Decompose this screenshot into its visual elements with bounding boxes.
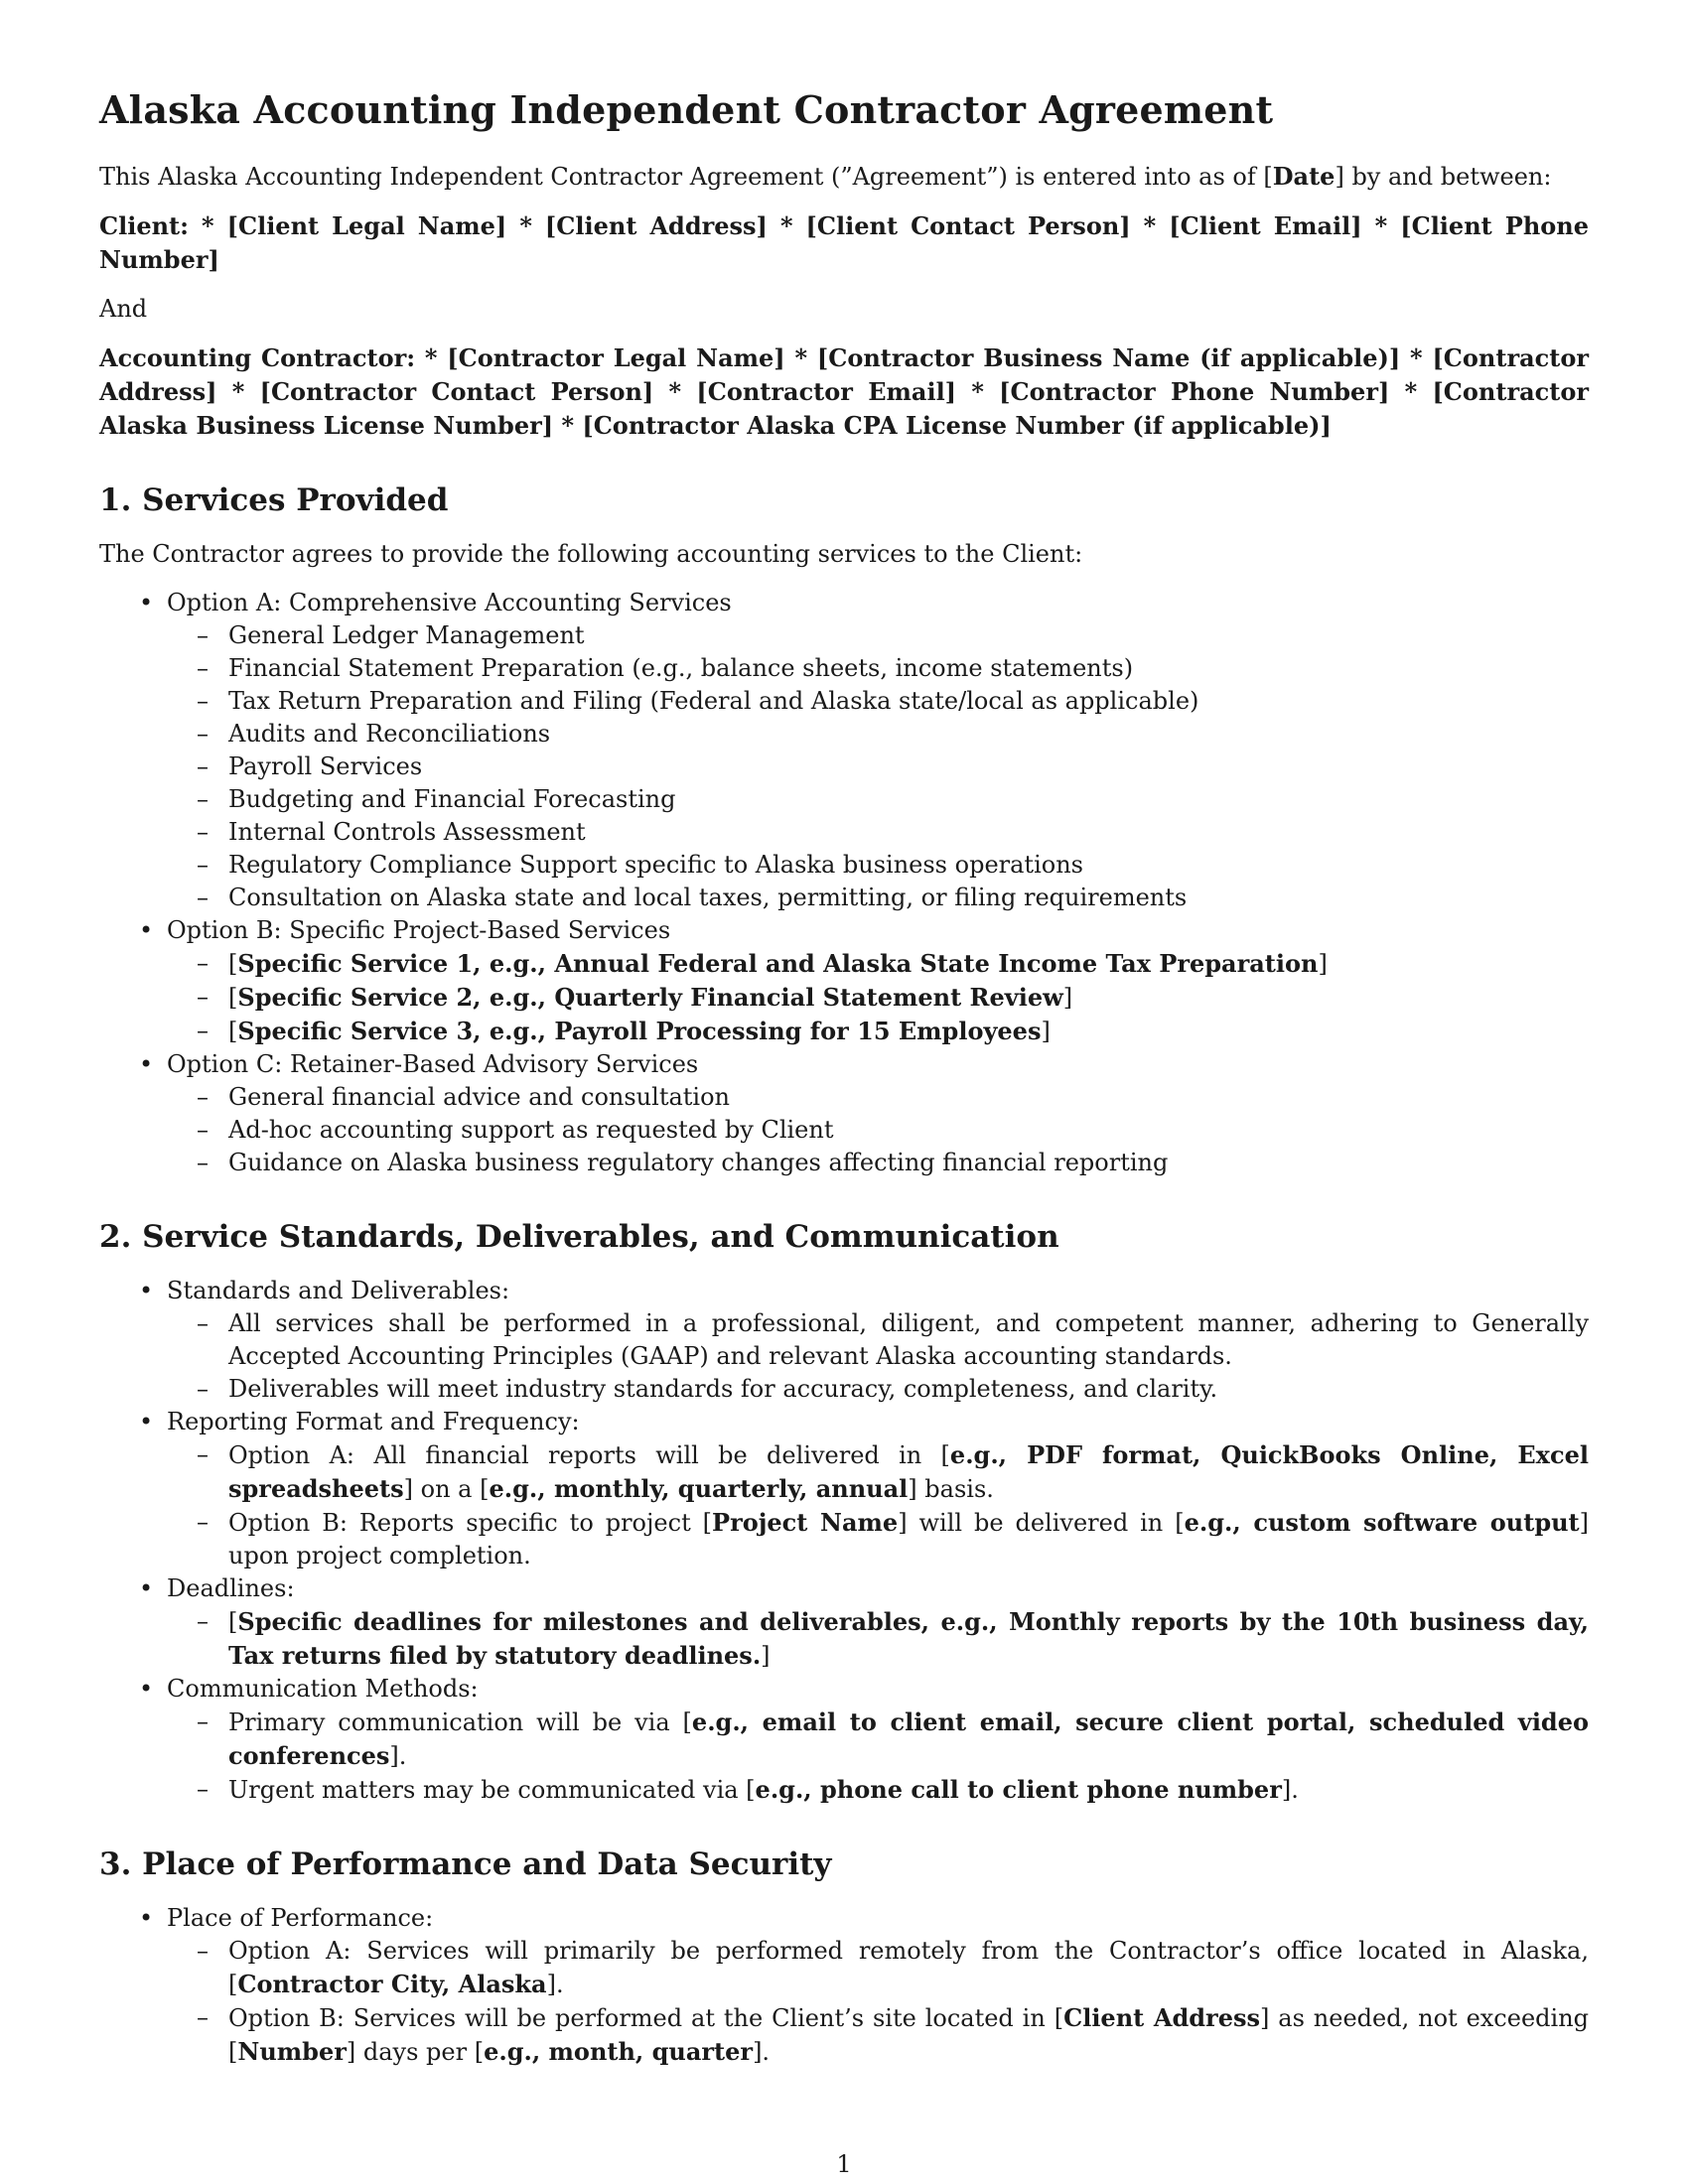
list-item: – Ad-hoc accounting support as requested by Client bbox=[167, 1114, 1589, 1147]
list-item: – Audits and Reconciliations bbox=[167, 718, 1589, 751]
client-block: Client: * [Client Legal Name] * [Client Address] * [Client Contact Person] * [Client Email] * [Client Phone Number] bbox=[99, 211, 1589, 274]
page-number: 1 bbox=[836, 2150, 852, 2178]
list-item: – All services shall be performed in a professional, diligent, and competent manner, adhering to Generally Accepted Accounting Principles (GAAP) and relevant Alaska accounting standards. bbox=[167, 1307, 1589, 1373]
place-of-performance: • Place of Performance: – Option A: Services will primarily be performed remotely from the Contractor’s office located in Alaska, [Contractor City, Alaska]. – Option B: Services will be performed at the Client’s site located in [Client Address] as needed, not exceeding [Number] days per [e.g., month, quarter]. bbox=[99, 1902, 1589, 2069]
list-item: – Guidance on Alaska business regulatory changes affecting financial reporting bbox=[167, 1147, 1589, 1179]
list-item: – Payroll Services bbox=[167, 751, 1589, 783]
list-item: – Financial Statement Preparation (e.g., balance sheets, income statements) bbox=[167, 652, 1589, 685]
list-item: – [Specific Service 3, e.g., Payroll Processing for 15 Employees] bbox=[167, 1015, 1589, 1048]
date-placeholder: Date bbox=[1272, 162, 1336, 191]
list-item: – Regulatory Compliance Support specific to Alaska business operations bbox=[167, 849, 1589, 882]
list-item: – [Specific Service 1, e.g., Annual Federal and Alaska State Income Tax Preparation] bbox=[167, 947, 1589, 981]
list-item: – Option A: Services will primarily be performed remotely from the Contractor’s office located in Alaska, [Contractor City, Alaska]. bbox=[167, 1935, 1589, 2001]
document-title: Alaska Accounting Independent Contractor Agreement bbox=[99, 87, 1274, 132]
section-3-heading: 3. Place of Performance and Data Security bbox=[99, 1846, 832, 1882]
option-a: • Option A: Comprehensive Accounting Services – General Ledger Management – Financial Statement Preparation (e.g., balance sheets, income statements) – Tax Return Preparation and Filing (Federal and Alaska state/local as applicable) – Audits and Reconciliations – Payroll Services – Budgeting and Financial Forecasting – Internal Controls Assessment – Regulatory Compliance Support specific to Alaska business operations – Consultation on Alaska state and local taxes, permitting, or filing requirements bbox=[99, 587, 1589, 914]
communication-methods: • Communication Methods: – Primary communication will be via [e.g., email to client email, secure client portal, scheduled video conferences]. – Urgent matters may be communicated via [e.g., phone call to client phone number]. bbox=[99, 1673, 1589, 1807]
list-item: – Option A: All financial reports will be delivered in [e.g., PDF format, QuickBooks Online, Excel spreadsheets] on a [e.g., monthly, quarterly, annual] basis. bbox=[167, 1438, 1589, 1506]
option-b: • Option B: Specific Project-Based Services – [Specific Service 1, e.g., Annual Federal and Alaska State Income Tax Preparation] – [Specific Service 2, e.g., Quarterly Financial Statement Review] – [Specific Service 3, e.g., Payroll Processing for 15 Employees] bbox=[99, 914, 1589, 1048]
list-item: – Primary communication will be via [e.g., email to client email, secure client portal, scheduled video conferences]. bbox=[167, 1706, 1589, 1773]
reporting-format: • Reporting Format and Frequency: – Option A: All financial reports will be delivered in [e.g., PDF format, QuickBooks Online, Excel spreadsheets] on a [e.g., monthly, quarterly, annual] basis. – Option B: Reports specific to project [Project Name] will be delivered in [e.g., custom software output] upon project completion. bbox=[99, 1406, 1589, 1572]
standards-and-deliverables: • Standards and Deliverables: – All services shall be performed in a professional, diligent, and competent manner, adhering to Generally Accepted Accounting Principles (GAAP) and relevant Alaska accounting standards. – Deliverables will meet industry standards for accuracy, completeness, and clarity. bbox=[99, 1275, 1589, 1406]
contractor-block: Accounting Contractor: * [Contractor Legal Name] * [Contractor Business Name (if applicable)] * [Contractor Address] * [Contractor Contact Person] * [Contractor Email] * [Contractor Phone Number] * [Contractor Alaska Business License Number] * [Contractor Alaska CPA License Number (if applicable)] bbox=[99, 343, 1589, 440]
list-item: – Tax Return Preparation and Filing (Federal and Alaska state/local as applicable) bbox=[167, 685, 1589, 718]
services-list bbox=[99, 587, 1589, 1179]
option-c: • Option C: Retainer-Based Advisory Services – General financial advice and consultation – Ad-hoc accounting support as requested by Client – Guidance on Alaska business regulatory changes affecting financial reporting bbox=[99, 1048, 1589, 1179]
standards-list bbox=[99, 1275, 1589, 1807]
section-1-heading: 1. Services Provided bbox=[99, 482, 449, 518]
list-item: – [Specific deadlines for milestones and deliverables, e.g., Monthly reports by the 10th business day, Tax returns filed by statutory deadlines.] bbox=[167, 1605, 1589, 1673]
list-item: – Budgeting and Financial Forecasting bbox=[167, 783, 1589, 816]
section-1-intro: The Contractor agrees to provide the following accounting services to the Client: bbox=[99, 540, 1083, 568]
list-item: – [Specific Service 2, e.g., Quarterly Financial Statement Review] bbox=[167, 981, 1589, 1015]
deadlines: • Deadlines: – [Specific deadlines for milestones and deliverables, e.g., Monthly reports by the 10th business day, Tax returns filed by statutory deadlines.] bbox=[99, 1572, 1589, 1673]
list-item: – Internal Controls Assessment bbox=[167, 816, 1589, 849]
list-item: – General financial advice and consultation bbox=[167, 1081, 1589, 1114]
list-item: – Option B: Reports specific to project [Project Name] will be delivered in [e.g., custom software output] upon project completion. bbox=[167, 1506, 1589, 1572]
intro-paragraph: This Alaska Accounting Independent Contractor Agreement (”Agreement”) is entered into as of [Date] by and between: bbox=[99, 162, 1552, 191]
list-item: – Deliverables will meet industry standards for accuracy, completeness, and clarity. bbox=[167, 1373, 1589, 1406]
and-text: And bbox=[99, 295, 148, 323]
section-2-heading: 2. Service Standards, Deliverables, and Communication bbox=[99, 1219, 1059, 1255]
place-list bbox=[99, 1902, 1589, 2069]
list-item: – Option B: Services will be performed at the Client’s site located in [Client Address] as needed, not exceeding [Number] days per [e.g., month, quarter]. bbox=[167, 2001, 1589, 2069]
list-item: – Urgent matters may be communicated via [e.g., phone call to client phone number]. bbox=[167, 1773, 1589, 1807]
list-item: – Consultation on Alaska state and local taxes, permitting, or filing requirements bbox=[167, 882, 1589, 914]
list-item: – General Ledger Management bbox=[167, 619, 1589, 652]
document-page bbox=[99, 87, 1589, 2069]
